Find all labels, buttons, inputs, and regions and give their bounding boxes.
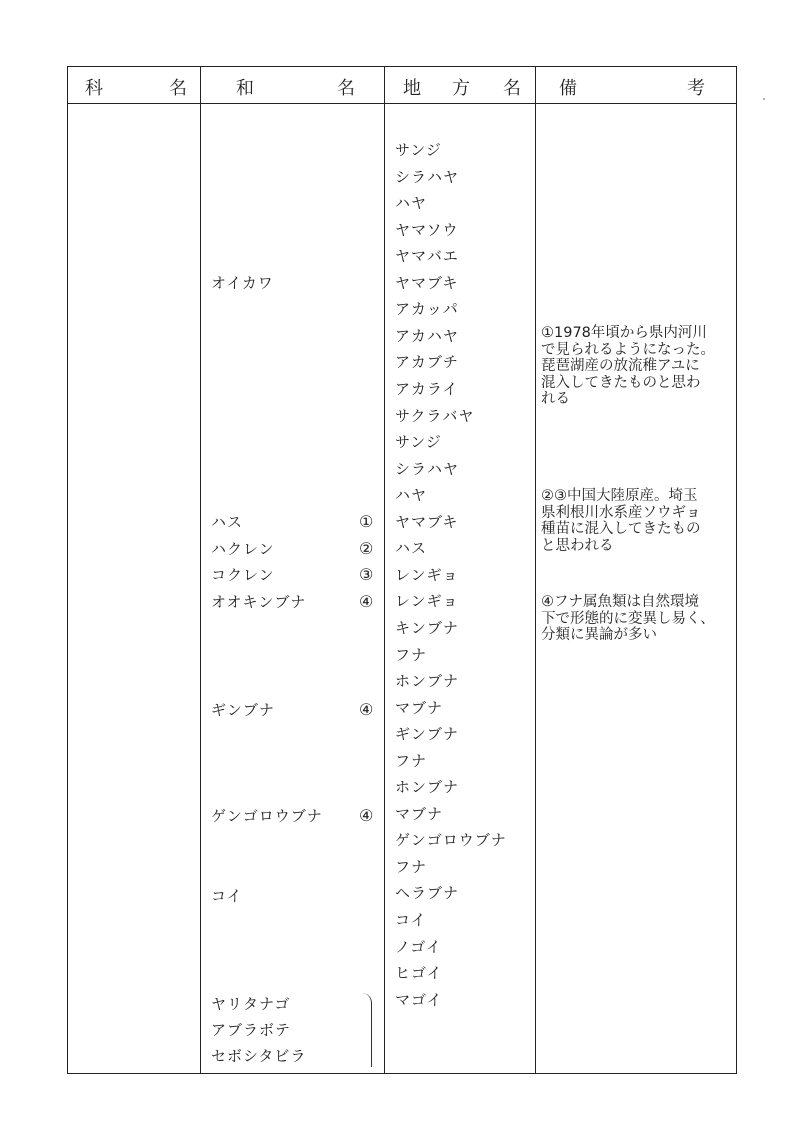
- header-notes-char: 備: [559, 78, 577, 99]
- local-name: アカライ: [395, 380, 459, 398]
- note-line: 混入してきたものと思わ: [541, 374, 701, 391]
- local-name: ホンブナ: [395, 778, 460, 797]
- note-line: れる: [541, 391, 570, 407]
- species-name: セボシタビラ: [211, 1047, 307, 1065]
- local-name: レンギョ: [395, 565, 459, 584]
- local-name: フナ: [395, 645, 428, 664]
- header-family-char: 名: [169, 78, 187, 99]
- note-line: と思われる: [541, 537, 614, 554]
- local-name: ヒゴイ: [395, 964, 443, 983]
- note-reference-mark: ③: [359, 565, 374, 584]
- header-local-char: 名: [503, 78, 521, 99]
- local-name: マブナ: [395, 698, 444, 717]
- note-block-3: [541, 594, 736, 644]
- note-line: 下で形態的に変異し易く、: [541, 610, 715, 627]
- species-name: ヤリタナゴ: [211, 995, 291, 1013]
- header-notes-char: 考: [687, 78, 705, 99]
- note-block-1: [541, 325, 736, 408]
- note-block-2: [541, 488, 736, 554]
- local-name: アカブチ: [395, 353, 459, 372]
- species-name: オオキンブナ: [211, 593, 307, 611]
- note-reference-mark: ④: [359, 700, 374, 719]
- local-name: アカッパ: [395, 300, 459, 319]
- local-name: ヘラブナ: [395, 884, 460, 903]
- note-reference-mark: ①: [359, 512, 374, 531]
- local-name: ヤマブキ: [395, 273, 459, 292]
- local-name: レンギョ: [395, 592, 459, 611]
- local-name: ノゴイ: [395, 937, 442, 956]
- species-name: ギンブナ: [211, 701, 275, 719]
- note-line: 種苗に混入してきたもの: [541, 521, 701, 537]
- local-name: ホンブナ: [395, 672, 460, 690]
- header-jname-char: 和: [236, 78, 254, 99]
- local-name: サンジ: [395, 141, 442, 159]
- note-line: 琵琶湖産の放流稚アユに: [541, 358, 700, 374]
- note-line: で見られるようになった。: [541, 341, 715, 358]
- local-name: ハヤ: [395, 194, 428, 213]
- column-divider: [384, 66, 385, 1074]
- header-local-char: 地: [403, 78, 421, 99]
- header-divider: [67, 103, 737, 104]
- note-reference-mark: ④: [359, 806, 374, 825]
- note-reference-mark: ④: [359, 592, 374, 611]
- note-line: ①1978年頃から県内河川: [541, 325, 707, 341]
- local-name: サクラバヤ: [395, 406, 475, 425]
- local-name: ヤマソウ: [395, 220, 459, 239]
- local-name: ヤマバエ: [395, 247, 459, 266]
- species-name: ゲンゴロウブナ: [211, 807, 323, 825]
- local-name: フナ: [395, 751, 428, 770]
- local-name: ハヤ: [395, 486, 428, 505]
- species-name: ハス: [211, 513, 244, 531]
- note-line: 県利根川水系産ソウギョ: [541, 504, 701, 521]
- species-name: アブラボテ: [211, 1021, 292, 1039]
- local-name: ゲンゴロウブナ: [395, 831, 507, 850]
- grouping-bracket: [358, 993, 372, 1067]
- note-line: ④フナ属魚類は自然環境: [541, 594, 699, 610]
- species-name: コクレン: [211, 566, 275, 584]
- header-local-char: 方: [452, 78, 470, 99]
- note-line: ②③中国大陸原産。埼玉: [541, 488, 698, 504]
- note-line: 分類に異論が多い: [541, 627, 657, 643]
- species-name: オイカワ: [211, 274, 274, 292]
- local-name: マブナ: [395, 804, 444, 823]
- note-reference-mark: ②: [359, 539, 374, 558]
- local-name: アカハヤ: [395, 326, 459, 345]
- local-name: ハス: [395, 539, 428, 558]
- local-name: マゴイ: [395, 990, 443, 1009]
- local-name: キンブナ: [395, 618, 459, 637]
- local-name: フナ: [395, 857, 428, 876]
- local-name: ギンブナ: [395, 725, 459, 744]
- species-name: ハクレン: [211, 540, 275, 558]
- local-name: ヤマブキ: [395, 512, 459, 531]
- header-family-char: 科: [85, 78, 103, 99]
- column-divider: [535, 66, 536, 1074]
- local-name: コイ: [395, 911, 427, 929]
- scan-speck: [763, 98, 765, 100]
- local-name: シラハヤ: [395, 459, 460, 478]
- local-name: サンジ: [395, 433, 442, 452]
- species-name: コイ: [211, 887, 243, 905]
- header-jname-char: 名: [337, 78, 355, 99]
- column-divider: [200, 66, 201, 1074]
- local-name: シラハヤ: [395, 167, 460, 186]
